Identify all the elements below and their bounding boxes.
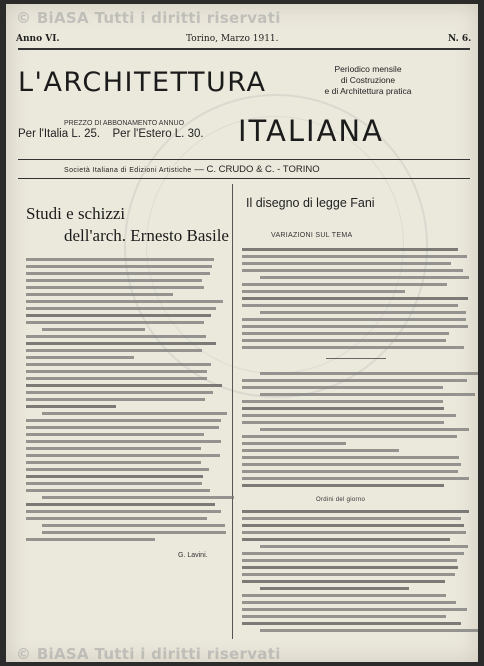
text-line [26,433,204,436]
text-line [242,304,458,307]
text-line [26,300,223,303]
publisher-name: C. CRUDO & C. - TORINO [206,164,320,175]
text-line [242,552,464,555]
right-separator [326,358,386,359]
text-line [242,248,458,251]
text-line [260,545,468,548]
price-estero: Per l'Estero L. 30. [112,128,204,140]
masthead-title-line2: ITALIANA [238,114,384,148]
publisher-rule-bottom [18,178,470,179]
text-line [26,314,211,317]
publisher-rule-top [18,159,470,160]
text-line [26,468,209,471]
text-line [26,293,173,296]
text-line [242,510,469,513]
right-article-body [242,372,470,491]
publisher-line: Società Italiana di Edizioni Artistiche — C. CRUDO & C. - TORINO [64,164,320,175]
subscription-label: PREZZO DI ABBONAMENTO ANNUO [64,120,185,127]
text-line [242,386,443,389]
right-article-body-2 [242,510,470,636]
price-italia: Per l'Italia L. 25. [18,128,101,140]
text-line [26,258,214,261]
text-line [242,622,461,625]
text-line [242,456,459,459]
text-line [242,400,443,403]
text-line [42,412,227,415]
text-line [242,339,446,342]
text-line [26,370,207,373]
text-line [260,428,469,431]
text-line [260,393,475,396]
masthead-title-line1: L'ARCHITETTURA [18,67,267,98]
text-line [242,325,468,328]
watermark-top: © BiASA Tutti i diritti riservati [16,9,281,27]
subtitle-line: e di Architettura pratica [324,86,412,96]
text-line [242,470,458,473]
text-line [242,608,467,611]
left-title-line2: dell'arch. Ernesto Basile [64,226,229,245]
text-line [26,286,204,289]
text-line [26,517,207,520]
text-line [242,601,456,604]
text-line [42,328,145,331]
text-line [242,463,461,466]
text-line [242,269,463,272]
text-line [242,297,468,300]
subtitle-line: Periodico mensile [334,64,402,74]
right-subsection: Ordini del giorno [316,497,366,503]
text-line [260,372,478,375]
text-line [26,475,203,478]
text-line [26,538,155,541]
text-line [26,272,210,275]
text-line [26,405,116,408]
text-line [26,510,221,513]
text-line [260,629,478,632]
header-rule [18,48,470,50]
text-line [260,587,408,590]
text-line [26,447,201,450]
text-line [26,342,216,345]
text-line [242,477,469,480]
text-line [242,283,447,286]
text-line [242,318,466,321]
text-line [26,489,210,492]
text-line [260,311,466,314]
left-article-signature: G. Lavini. [178,552,208,559]
text-line [26,356,134,359]
text-line [242,538,450,541]
right-article-intro [242,248,470,353]
text-line [26,461,201,464]
text-line [242,559,457,562]
text-line [242,594,446,597]
publisher-prefix: Società Italiana di Edizioni Artistiche [64,167,192,174]
magazine-page [6,4,478,662]
text-line [26,398,205,401]
text-line [26,419,221,422]
text-line [26,440,221,443]
text-line [26,454,220,457]
text-line [242,379,467,382]
column-divider [232,184,233,639]
right-article-title: Il disegno di legge Fani [246,196,375,210]
text-line [242,615,446,618]
right-article-section: VARIAZIONI SUL TEMA [271,232,353,239]
left-title-line1: Studi e schizzi [26,204,126,223]
text-line [26,279,202,282]
text-line [26,321,204,324]
issue-year: Anno VI. [16,34,60,44]
text-line [242,573,455,576]
left-article-body [26,258,224,545]
text-line [242,407,444,410]
text-line [26,265,212,268]
text-line [242,580,445,583]
text-line [260,276,469,279]
subtitle-line: di Costruzione [340,75,396,85]
text-line [26,503,215,506]
text-line [42,496,234,499]
text-line [26,377,207,380]
text-line [42,531,226,534]
text-line [242,262,451,265]
text-line [242,524,464,527]
left-article-title [26,203,229,247]
text-line [26,384,222,387]
text-line [26,482,202,485]
masthead-subtitle [308,64,428,97]
text-line [242,517,461,520]
text-line [242,414,456,417]
text-line [26,426,219,429]
text-line [242,566,458,569]
text-line [26,307,216,310]
text-line [242,435,457,438]
text-line [242,346,464,349]
text-line [242,290,405,293]
text-line [26,363,211,366]
text-line [42,524,225,527]
text-line [26,335,206,338]
text-line [242,442,346,445]
watermark-bottom: © BiASA Tutti i diritti riservati [16,645,281,662]
text-line [242,255,467,258]
text-line [242,531,466,534]
subscription-prices [18,128,204,140]
text-line [242,421,444,424]
issue-number: N. 6. [448,34,472,44]
text-line [242,332,449,335]
text-line [26,349,202,352]
text-line [242,449,399,452]
issue-date: Torino, Marzo 1911. [186,34,279,44]
text-line [26,391,213,394]
text-line [242,484,444,487]
